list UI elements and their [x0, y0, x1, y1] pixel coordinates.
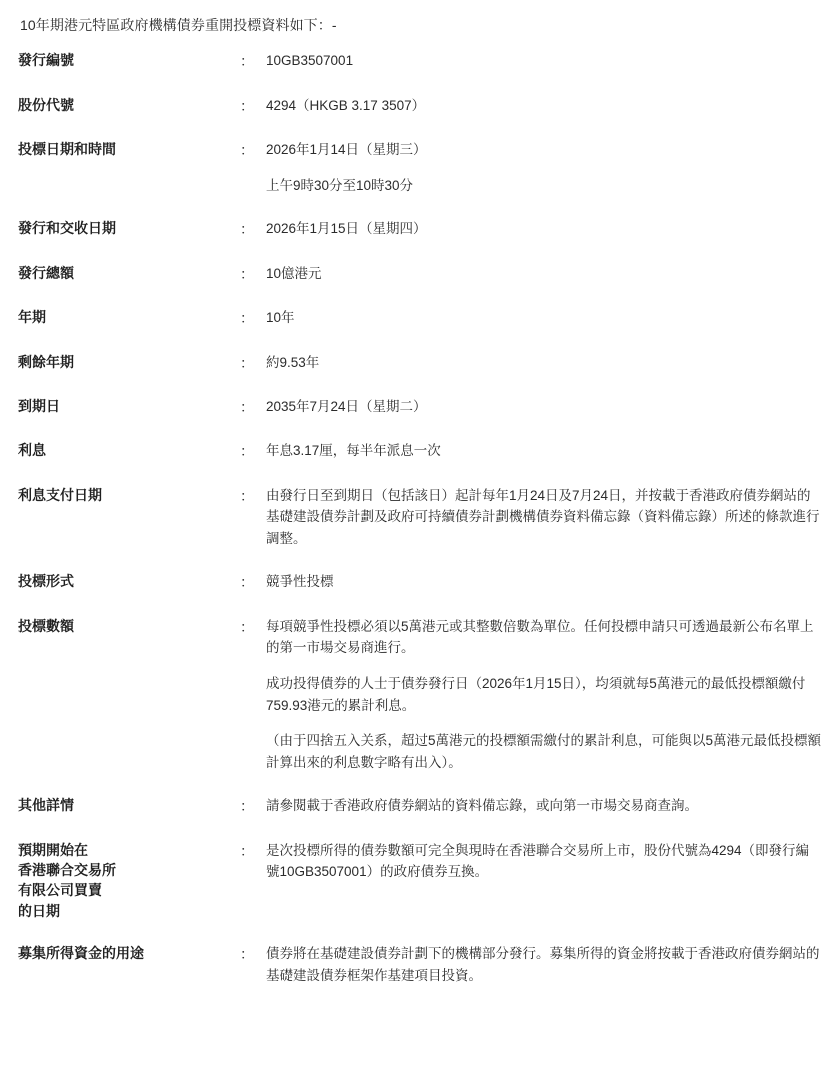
table-row [18, 50, 822, 94]
row-label: 年期 [18, 309, 46, 326]
row-label: 發行編號 [18, 52, 74, 69]
row-value [266, 396, 822, 440]
row-colon: ： [240, 142, 254, 159]
row-value [266, 440, 822, 484]
row-value-paragraph: （由于四捨五入关系，超过5萬港元的投標額需繳付的累計利息，可能與以5萬港元最低投標額計算出來的利息數字略有出入）。 [266, 733, 822, 770]
row-value [266, 795, 822, 839]
row-colon: ： [240, 443, 254, 460]
table-row [18, 943, 822, 1008]
row-colon: ： [240, 53, 254, 70]
row-colon: ： [240, 946, 254, 963]
table-row [18, 571, 822, 615]
row-value [266, 218, 822, 262]
row-value-paragraph: 2026年1月15日（星期四） [266, 221, 427, 237]
row-value [266, 616, 822, 796]
row-value [266, 139, 822, 218]
table-row [18, 352, 822, 396]
row-colon: ： [240, 354, 254, 371]
row-label: 投標數額 [18, 617, 74, 634]
row-colon: ： [240, 221, 254, 238]
bond-details-body [18, 50, 822, 1008]
table-row [18, 139, 822, 218]
row-value-paragraph: 約9.53年 [266, 354, 320, 370]
row-value-paragraph: 競爭性投標 [266, 574, 334, 590]
row-value-paragraph: 每項競爭性投標必須以5萬港元或其整數倍數為單位。任何投標申請只可透過最新公布名單上的第一市場交易商進行。 [266, 618, 814, 656]
row-label: 發行和交收日期 [18, 220, 116, 237]
row-value [266, 307, 822, 351]
table-row [18, 218, 822, 262]
row-colon: ： [240, 398, 254, 415]
row-label: 剩餘年期 [18, 353, 74, 370]
row-value-paragraph: 10年 [266, 310, 295, 326]
intro-paragraph: 10年期港元特區政府機構債券重開投標資料如下：- [20, 17, 337, 33]
row-colon: ： [240, 618, 254, 635]
row-value-paragraph: 上午9時30分至10時30分 [266, 177, 414, 193]
row-value-paragraph: 是次投標所得的債券數額可完全與現時在香港聯合交易所上市，股份代號為4294（即發行編號10GB3507001）的政府債券互換。 [266, 842, 810, 880]
row-value-paragraph: 4294（HKGB 3.17 3507） [266, 97, 426, 113]
row-value [266, 840, 822, 943]
row-label: 投標形式 [18, 573, 74, 590]
table-row [18, 616, 822, 796]
table-row [18, 485, 822, 572]
row-value-paragraph: 年息3.17厘，每半年派息一次 [266, 443, 441, 459]
row-value-paragraph: 債券將在基礎建設債券計劃下的機構部分發行。募集所得的資金將按載于香港政府債券網站的基礎建設債券框架作基建項目投資。 [266, 946, 820, 983]
row-label: 股份代號 [18, 96, 74, 113]
row-label: 發行總額 [18, 264, 74, 281]
table-row [18, 307, 822, 351]
row-label: 預期開始在 香港聯合交易所 有限公司買賣 的日期 [18, 841, 116, 919]
table-row [18, 95, 822, 139]
row-colon: ： [240, 574, 254, 591]
row-value [266, 571, 822, 615]
table-row [18, 840, 822, 943]
row-value-paragraph: 2035年7月24日（星期二） [266, 398, 427, 414]
table-row [18, 396, 822, 440]
row-colon: ： [240, 97, 254, 114]
row-value [266, 50, 822, 94]
row-label: 利息 [18, 442, 46, 459]
row-value-paragraph: 由發行日至到期日（包括該日）起計每年1月24日及7月24日，并按載于香港政府債券網站的基礎建設債券計劃及政府可持續債券計劃機構債券資料備忘錄（資料備忘錄）所述的條款進行調整。 [266, 487, 820, 546]
bond-details-table [18, 50, 822, 1008]
row-colon: ： [240, 310, 254, 327]
row-value [266, 263, 822, 307]
table-row [18, 440, 822, 484]
row-label: 到期日 [18, 397, 60, 414]
row-label: 其他詳情 [18, 797, 74, 814]
row-label: 投標日期和時間 [18, 141, 116, 158]
row-value-paragraph: 10GB3507001 [266, 53, 354, 69]
row-colon: ： [240, 798, 254, 815]
row-value [266, 95, 822, 139]
row-value-paragraph: 請參閱載于香港政府債券網站的資料備忘錄，或向第一市場交易商查詢。 [266, 798, 698, 814]
row-value [266, 943, 822, 1008]
row-label: 募集所得資金的用途 [18, 945, 144, 962]
table-row [18, 795, 822, 839]
row-colon: ： [240, 265, 254, 282]
table-row [18, 263, 822, 307]
row-value-paragraph: 2026年1月14日（星期三） [266, 142, 427, 158]
row-value [266, 352, 822, 396]
row-value-paragraph: 10億港元 [266, 265, 322, 281]
row-label: 利息支付日期 [18, 486, 102, 503]
row-value [266, 485, 822, 572]
row-value-paragraph: 成功投得債券的人士于債券發行日（2026年1月15日），均須就每5萬港元的最低投標額繳付759.93港元的累計利息。 [266, 676, 806, 713]
row-colon: ： [240, 487, 254, 504]
row-colon: ： [240, 842, 254, 859]
